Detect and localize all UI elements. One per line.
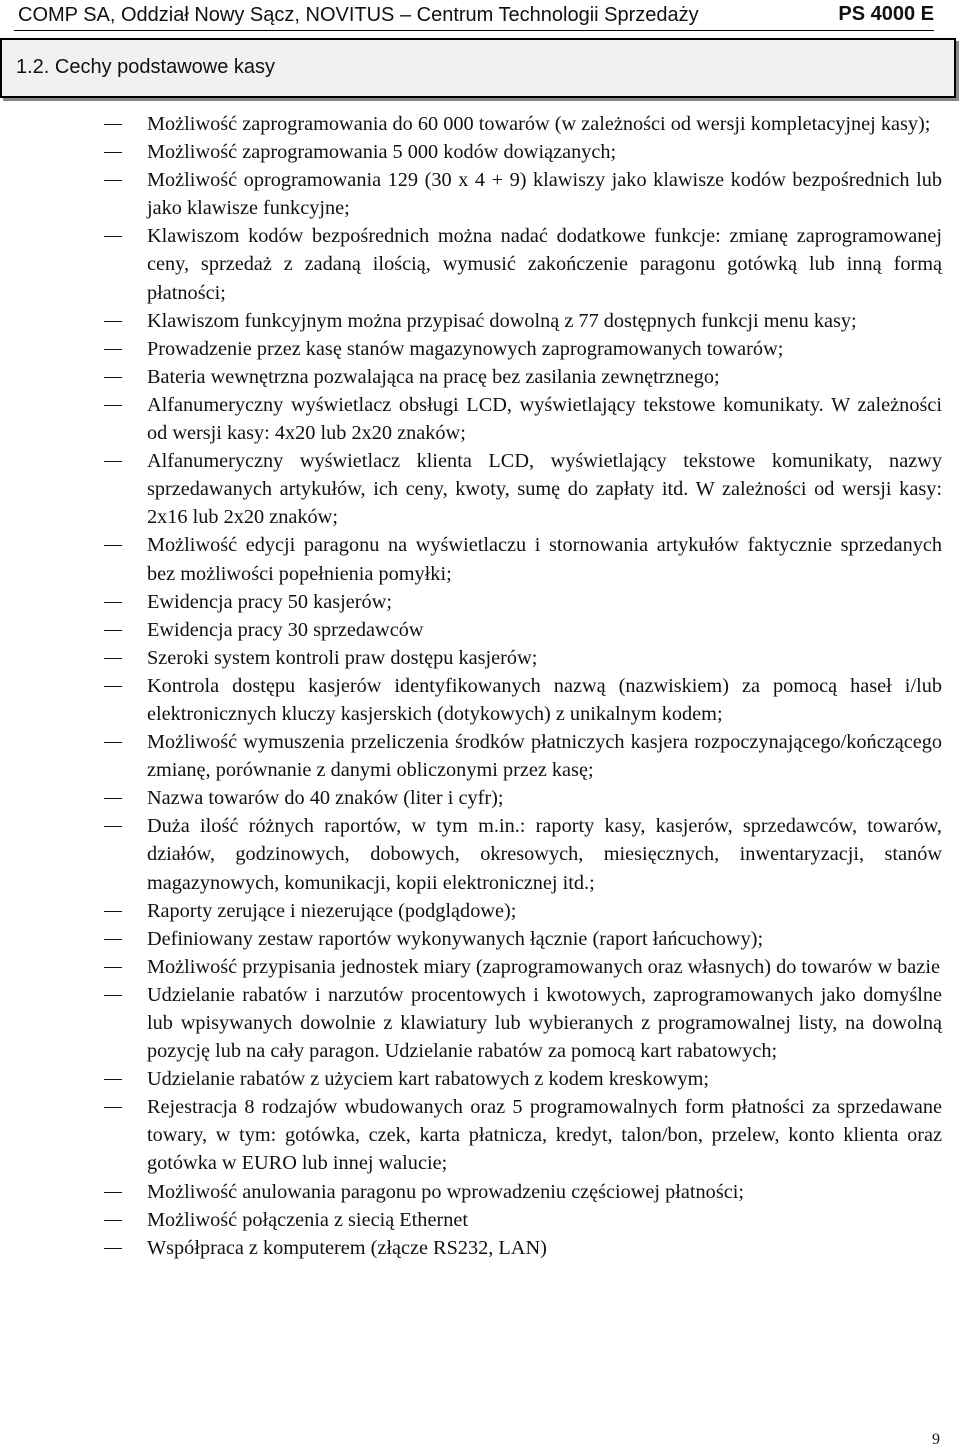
dash-bullet-icon	[104, 405, 122, 406]
feature-item	[0, 1065, 960, 1093]
dash-bullet-icon	[104, 461, 122, 462]
feature-item	[0, 307, 960, 335]
feature-text: Ewidencja pracy 30 sprzedawców	[147, 618, 424, 641]
feature-text: Duża ilość różnych raportów, w tym m.in.: raporty kasy, kasjerów, sprzedawców, towarów, działów, godzinowych, dobowych, okresowych, miesięcznych, inwentaryzacji, stanów magazynowych, komunikacji, kopii elektronicznej itd.;	[147, 815, 942, 894]
feature-item	[0, 644, 960, 672]
dash-bullet-icon	[104, 236, 122, 237]
dash-bullet-icon	[104, 630, 122, 631]
dash-bullet-icon	[104, 1107, 122, 1108]
feature-text: Definiowany zestaw raportów wykonywanych łącznie (raport łańcuchowy);	[147, 927, 764, 950]
feature-item	[0, 925, 960, 953]
feature-text: Możliwość oprogramowania 129 (30 x 4 + 9) klawiszy jako klawisze kodów bezpośrednich lub jako klawisze funkcyjne;	[147, 169, 942, 220]
dash-bullet-icon	[104, 349, 122, 350]
feature-item	[0, 672, 960, 728]
section-title: 1.2. Cechy podstawowe kasy	[16, 56, 276, 78]
feature-text: Możliwość przypisania jednostek miary (zaprogramowanych oraz własnych) do towarów w bazie	[147, 955, 940, 978]
feature-text: Szeroki system kontroli praw dostępu kasjerów;	[147, 646, 538, 669]
feature-item	[0, 1206, 960, 1234]
dash-bullet-icon	[104, 321, 122, 322]
feature-item	[0, 447, 960, 531]
feature-item	[0, 531, 960, 587]
feature-text: Raporty zerujące i niezerujące (podglądowe);	[147, 899, 517, 922]
feature-text: Możliwość zaprogramowania do 60 000 towarów (w zależności od wersji kompletacyjnej kasy);	[147, 113, 931, 135]
feature-text: Możliwość wymuszenia przeliczenia środków płatniczych kasjera rozpoczynającego/kończącego zmianę, porównanie z danymi obliczonymi przez kasę;	[147, 731, 942, 782]
dash-bullet-icon	[104, 152, 122, 153]
feature-text: Możliwość zaprogramowania 5 000 kodów dowiązanych;	[147, 141, 617, 164]
feature-item	[0, 1234, 960, 1262]
header-model-name: PS 4000 E	[838, 3, 934, 25]
dash-bullet-icon	[104, 742, 122, 743]
feature-text: Prowadzenie przez kasę stanów magazynowych zaprogramowanych towarów;	[147, 337, 784, 360]
feature-item	[0, 166, 960, 222]
feature-text: Klawiszom kodów bezpośrednich można nadać dodatkowe funkcje: zmianę zaprogramowanej ceny, sprzedaż z zadaną ilością, wymusić zakończenie paragonu gotówką lub inną formą płatności;	[147, 225, 942, 304]
feature-item	[0, 138, 960, 166]
dash-bullet-icon	[104, 967, 122, 968]
feature-text: Ewidencja pracy 50 kasjerów;	[147, 590, 392, 613]
feature-item	[0, 363, 960, 391]
dash-bullet-icon	[104, 602, 122, 603]
dash-bullet-icon	[104, 1248, 122, 1249]
feature-text: Udzielanie rabatów i narzutów procentowych i kwotowych, zaprogramowanych jako domyślne lub wpisywanych dowolnie z klawiatury lub wybieranych z programowalnej listy, na dowolną pozycję lub na cały paragon. Udzielanie rabatów za pomocą kart rabatowych;	[147, 983, 942, 1063]
feature-item	[0, 391, 960, 447]
feature-text: Klawiszom funkcyjnym można przypisać dowolną z 77 dostępnych funkcji menu kasy;	[147, 309, 857, 332]
dash-bullet-icon	[104, 1220, 122, 1221]
feature-text: Alfanumeryczny wyświetlacz obsługi LCD, wyświetlający tekstowe komunikaty. W zależności od wersji kasy: 4x20 lub 2x20 znaków;	[147, 393, 942, 445]
feature-item	[0, 981, 960, 1065]
dash-bullet-icon	[104, 124, 122, 125]
feature-text: Możliwość edycji paragonu na wyświetlaczu i stornowania artykułów faktycznie sprzedanych bez możliwości popełnienia pomyłki;	[147, 534, 942, 585]
dash-bullet-icon	[104, 180, 122, 181]
feature-item	[0, 1093, 960, 1177]
feature-text: Udzielanie rabatów z użyciem kart rabatowych z kodem kreskowym;	[147, 1068, 710, 1091]
feature-item	[0, 1178, 960, 1206]
feature-item	[0, 784, 960, 812]
dash-bullet-icon	[104, 798, 122, 799]
feature-text: Kontrola dostępu kasjerów identyfikowanych nazwą (nazwiskiem) za pomocą haseł i/lub elektronicznych kluczy kasjerskich (dotykowych) z unikalnym kodem;	[147, 674, 942, 725]
feature-item	[0, 728, 960, 784]
feature-text: Możliwość połączenia z siecią Ethernet	[147, 1208, 468, 1231]
feature-text: Rejestracja 8 rodzajów wbudowanych oraz 5 programowalnych form płatności za sprzedawane towary, w tym: gotówka, czek, karta płatnicza, kredyt, talon/bon, przelew, konto klienta oraz gotówka w EURO lub innej walucie;	[147, 1096, 942, 1175]
feature-item	[0, 222, 960, 306]
dash-bullet-icon	[104, 658, 122, 659]
dash-bullet-icon	[104, 911, 122, 912]
section-heading-box	[0, 38, 956, 98]
dash-bullet-icon	[104, 686, 122, 687]
dash-bullet-icon	[104, 826, 122, 827]
feature-text: Współpraca z komputerem (złącze RS232, LAN)	[147, 1236, 547, 1259]
feature-text: Możliwość anulowania paragonu po wprowadzeniu częściowej płatności;	[147, 1180, 744, 1203]
feature-item	[0, 616, 960, 644]
feature-text: Bateria wewnętrzna pozwalająca na pracę bez zasilania zewnętrznego;	[147, 365, 720, 388]
feature-item	[0, 812, 960, 896]
dash-bullet-icon	[104, 1079, 122, 1080]
dash-bullet-icon	[104, 377, 122, 378]
feature-item	[0, 335, 960, 363]
dash-bullet-icon	[104, 939, 122, 940]
dash-bullet-icon	[104, 995, 122, 996]
feature-item	[0, 897, 960, 925]
feature-item	[0, 110, 960, 138]
feature-text: Alfanumeryczny wyświetlacz klienta LCD, wyświetlający tekstowe komunikaty, nazwy sprzedawanych artykułów, ich ceny, kwoty, sumę do zapłaty itd. W zależności od wersji kasy: 2x16 lub 2x20 znaków;	[147, 450, 942, 529]
header-company-title: COMP SA, Oddział Nowy Sącz, NOVITUS – Centrum Technologii Sprzedaży	[18, 4, 699, 26]
feature-text: Nazwa towarów do 40 znaków (liter i cyfr);	[147, 787, 504, 810]
feature-list	[0, 110, 960, 1262]
dash-bullet-icon	[104, 545, 122, 546]
page-number: 9	[932, 1431, 940, 1448]
feature-item	[0, 588, 960, 616]
feature-item	[0, 953, 960, 981]
page-header	[14, 0, 934, 31]
dash-bullet-icon	[104, 1192, 122, 1193]
